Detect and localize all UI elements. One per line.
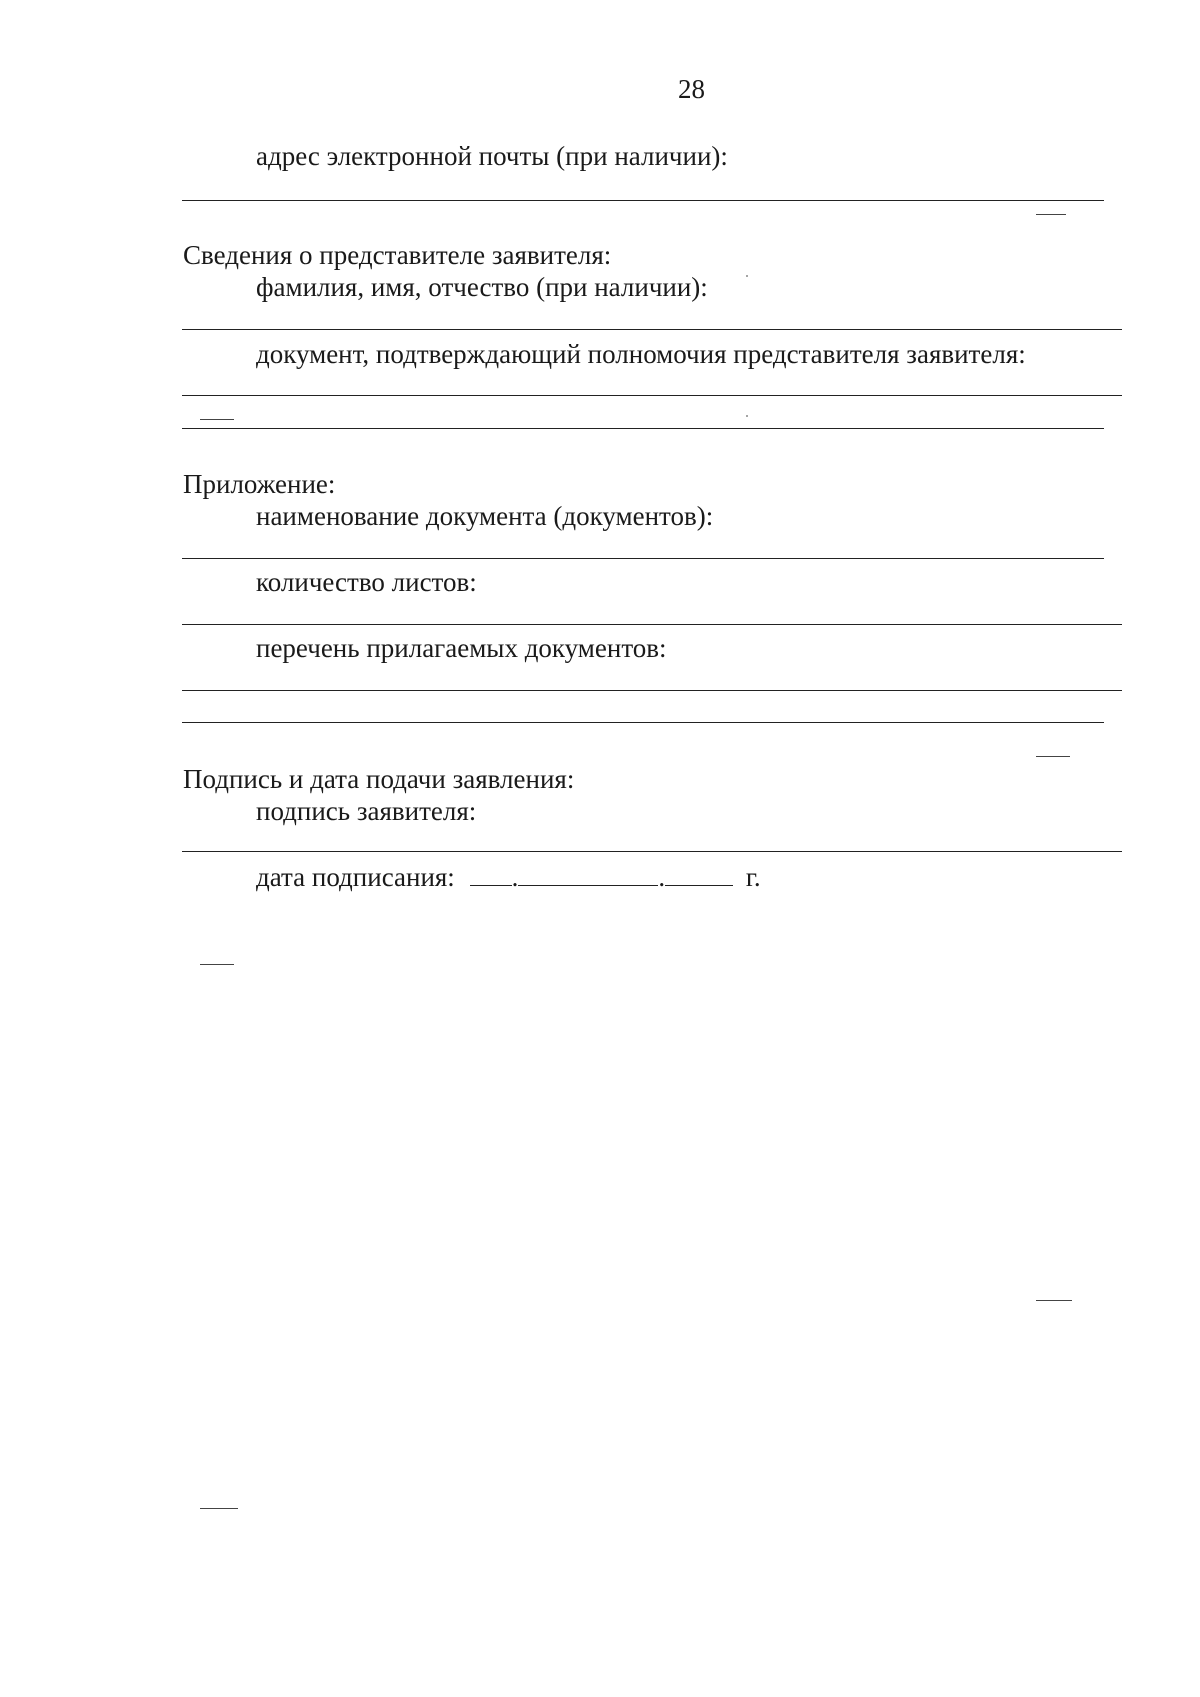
date-year-blank[interactable] <box>665 863 733 886</box>
scan-artifact-speck <box>746 415 748 417</box>
scan-artifact-dash <box>200 419 234 420</box>
authority-doc-label: документ, подтверждающий полномочия представителя заявителя: <box>256 339 1026 369</box>
scan-artifact-dash <box>1036 1300 1072 1301</box>
doc-name-fill-line[interactable] <box>182 558 1104 559</box>
doc-list-label: перечень прилагаемых документов: <box>256 633 667 663</box>
signature-fill-line[interactable] <box>182 851 1122 852</box>
scan-artifact-speck <box>746 275 748 277</box>
doc-list-fill-line-1[interactable] <box>182 690 1122 691</box>
scan-artifact-dash <box>1036 214 1066 215</box>
date-separator-1: . <box>511 862 519 892</box>
signature-label: подпись заявителя: <box>256 796 477 826</box>
email-fill-line[interactable] <box>182 200 1104 201</box>
sheet-count-fill-line[interactable] <box>182 624 1122 625</box>
year-suffix: г. <box>745 862 761 892</box>
representative-name-fill-line[interactable] <box>182 329 1122 330</box>
scan-artifact-dash <box>200 1508 238 1509</box>
signing-date-label: дата подписания: <box>256 862 455 892</box>
authority-doc-fill-line-1[interactable] <box>182 395 1122 396</box>
scan-artifact-dash <box>200 964 234 965</box>
sheet-count-label: количество листов: <box>256 567 477 597</box>
scan-artifact-dash <box>1036 756 1070 757</box>
doc-list-fill-line-2[interactable] <box>182 722 1104 723</box>
signature-heading: Подпись и дата подачи заявления: <box>183 764 575 794</box>
email-label: адрес электронной почты (при наличии): <box>256 141 728 171</box>
page-number: 28 <box>678 74 705 104</box>
representative-name-label: фамилия, имя, отчество (при наличии): <box>256 272 708 302</box>
date-day-blank[interactable] <box>470 863 512 886</box>
representative-heading: Сведения о представителе заявителя: <box>183 240 612 270</box>
signing-date-row <box>256 861 761 893</box>
authority-doc-fill-line-2[interactable] <box>182 428 1104 429</box>
date-separator-2: . <box>658 862 666 892</box>
doc-name-label: наименование документа (документов): <box>256 501 714 531</box>
date-month-blank[interactable] <box>518 863 658 886</box>
attachment-heading: Приложение: <box>183 469 336 499</box>
